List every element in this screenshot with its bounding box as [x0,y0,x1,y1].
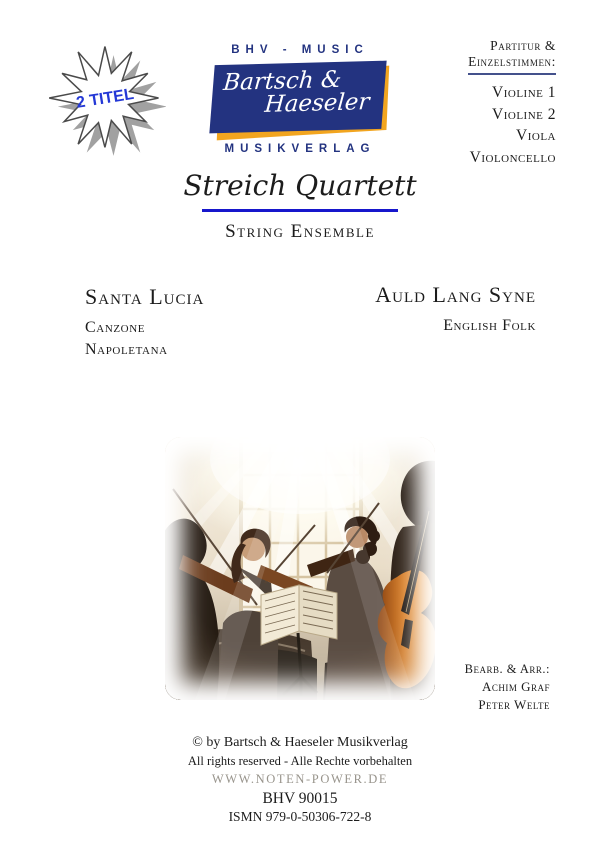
part-item-cello: Violoncello [469,148,556,166]
catalog-number: BHV 90015 [262,789,338,807]
ismn-number: ISMN 979-0-50306-722-8 [228,809,372,824]
badge-label: 2 TITEL [74,84,136,112]
part-item-violin2: Violine 2 [492,105,556,123]
piece-subtitle [85,317,204,361]
parts-heading-line2: Einzelstimmen: [468,53,556,69]
ensemble-title-block [0,166,600,243]
copyright-line: © by Bartsch & Haeseler Musikverlag [192,735,408,750]
publisher-name-line2: Haeseler [263,89,371,118]
credits-name-2: Peter Welte [478,696,550,712]
ensemble-title-english: String Ensemble [225,221,375,242]
credits-name-1: Achim Graf [481,679,550,694]
logo-box [211,62,389,136]
parts-list [468,38,556,168]
piece-subtitle-line2: Napoletana [85,341,168,358]
website-url: WWW.NOTEN-POWER.DE [211,772,389,786]
part-item-violin1: Violine 1 [492,84,556,101]
ensemble-divider [202,209,398,212]
footer [0,733,600,826]
publisher-name-line1: Bartsch & [222,66,343,96]
part-item-viola: Viola [516,127,556,144]
piece-santa-lucia [85,283,204,361]
ensemble-title-german: Streich Quartett [183,169,417,202]
string-quartet-photo [165,437,435,700]
piece-auld-lang-syne [375,281,536,337]
string-quartet-illustration [165,437,435,700]
piece-subtitle-line1: Canzone [85,319,146,336]
logo-top-text: BHV - MUSIC [231,44,369,56]
parts-heading-line1: Partitur & [490,38,556,53]
logo-bottom-text: MUSIKVERLAG [224,143,376,155]
credits-heading: Bearb. & Arr.: [464,662,550,676]
piece-title: Auld Lang Syne [375,282,536,307]
arranger-credits [465,660,550,713]
rights-line: All rights reserved - Alle Rechte vorbehalten [187,754,413,768]
parts-items [468,82,556,168]
publisher-logo [200,44,400,155]
piece-subtitle-line1: English Folk [443,317,536,334]
starburst-icon [46,40,166,156]
logo-box-face [209,61,386,134]
titles-count-badge [46,40,166,156]
piece-title: Santa Lucia [85,284,205,309]
parts-heading [468,38,556,75]
